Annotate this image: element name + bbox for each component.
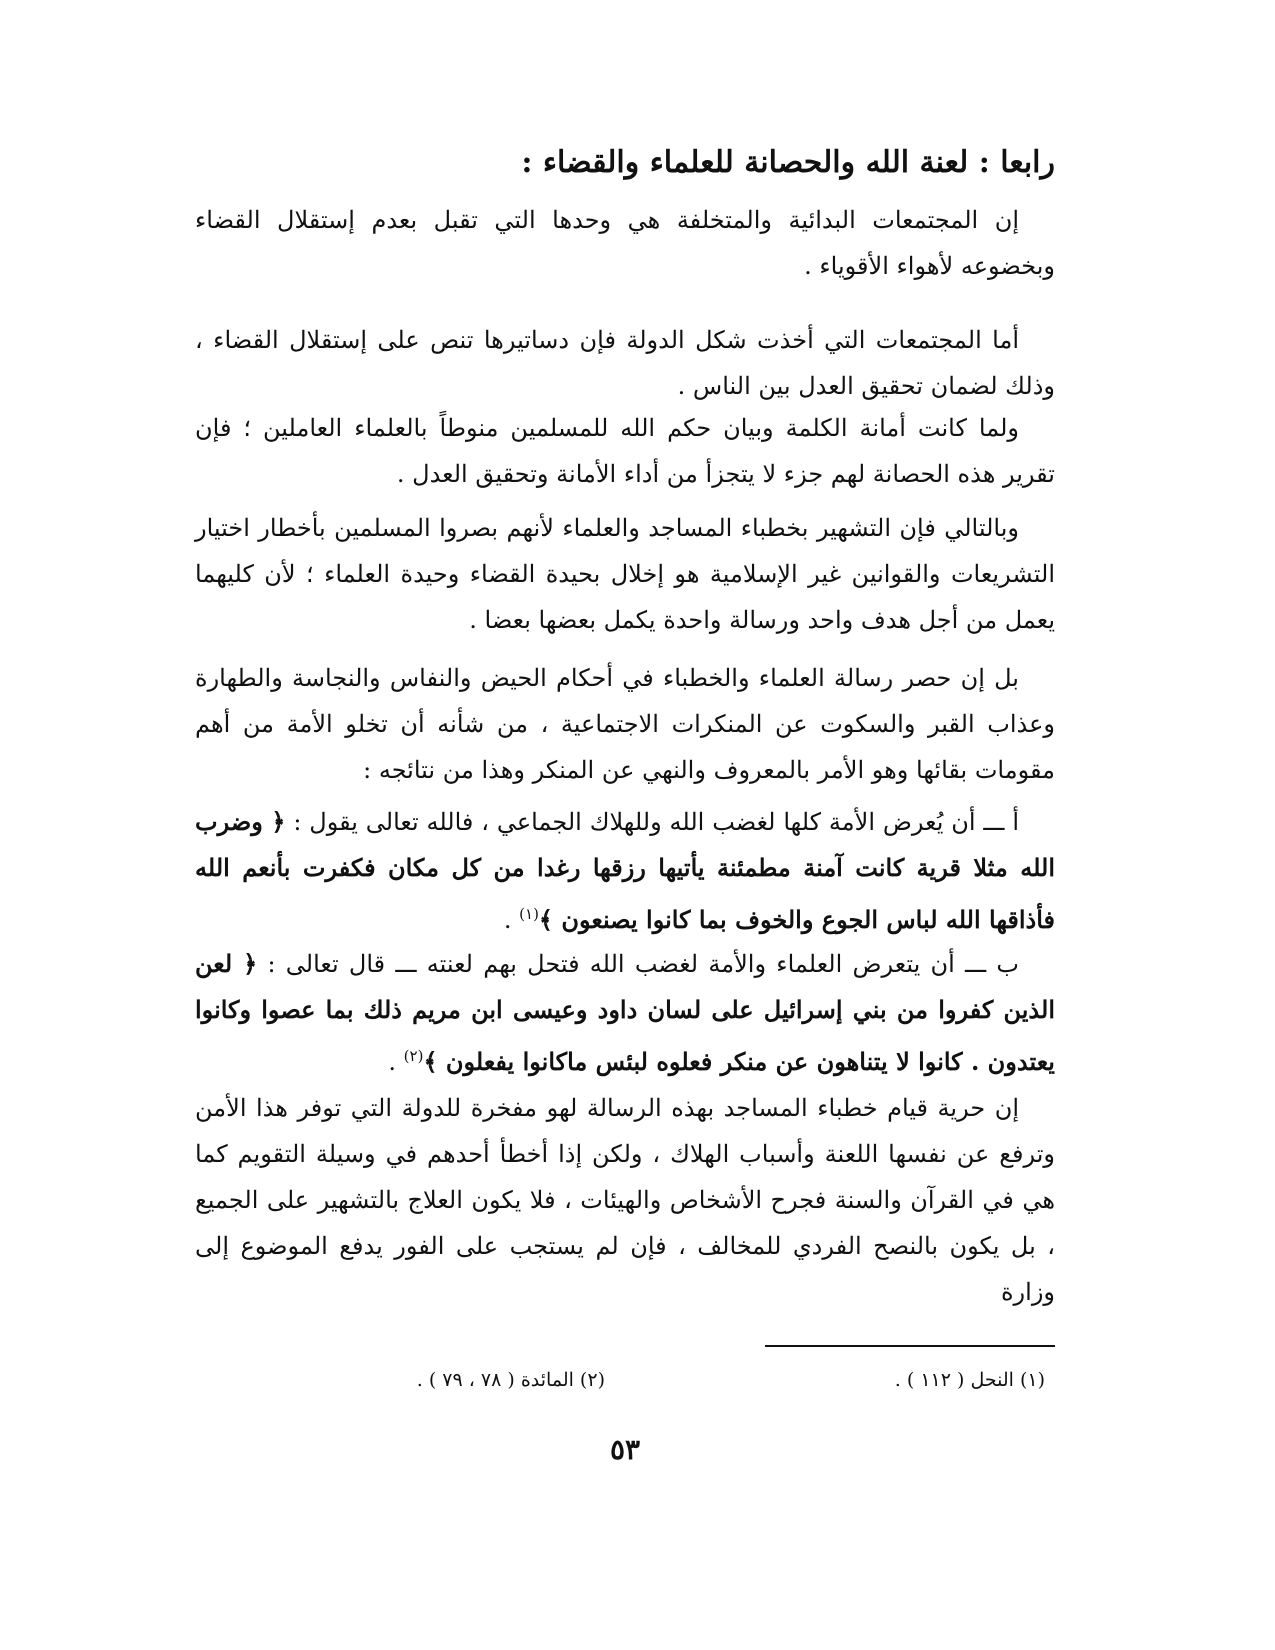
item-a	[195, 799, 1055, 943]
footnote-2: (٢) المائدة ( ٧٨ ، ٧٩ ) .	[416, 1369, 605, 1391]
paragraph-4: وبالتالي فإن التشهير بخطباء المساجد والعلماء لأنهم بصروا المسلمين بأخطار اختيار التشريعات والقوانين غير الإسلامية هو إخلال بحيدة القضاء وحيدة العلماء ؛ لأن كليهما يعمل من أجل هدف واحد ورسالة واحدة يكمل بعضها بعضا .	[195, 514, 1055, 634]
item-a-footnote-ref: (١)	[519, 905, 539, 923]
section-heading: رابعا : لعنة الله والحصانة للعلماء والقضاء :	[521, 145, 1055, 180]
paragraph-1: إن المجتمعات البدائية والمتخلفة هي وحدها التي تقبل بعدم إستقلال القضاء وبخضوعه لأهواء الأقوياء .	[195, 206, 1055, 280]
item-a-verse: ﴿ وضرب الله مثلا قرية كانت آمنة مطمئنة يأتيها رزقها رغدا من كل مكان فكفرت بأنعم الله فأذاقها الله لباس الجوع والخوف بما كانوا يصنعون ﴾	[195, 807, 1055, 934]
document-page	[195, 135, 1055, 1615]
item-b-intro: ب ـــ أن يتعرض العلماء والأمة لغضب الله فتحل بهم لعنته ـــ قال تعالى :	[267, 950, 1019, 978]
paragraph-3: ولما كانت أمانة الكلمة وبيان حكم الله للمسلمين منوطاً بالعلماء العاملين ؛ فإن تقرير هذه الحصانة لهم جزء لا يتجزأ من أداء الأمانة وتحقيق العدل .	[195, 414, 1055, 488]
paragraph-final: إن حرية قيام خطباء المساجد بهذه الرسالة لهو مفخرة للدولة التي توفر هذا الأمن وترفع عن نفسها اللعنة وأسباب الهلاك ، ولكن إذا أخطأ أحدهم في وسيلة التقويم كما هي في القرآن والسنة فجرح الأشخاص والهيئات ، فلا يكون العلاج بالتشهير على الجميع ، بل يكون بالنصح الفردي للمخالف ، فإن لم يستجب على الفور يدفع الموضوع إلى وزارة	[195, 1094, 1055, 1306]
item-b-verse: ﴿ لعن الذين كفروا من بني إسرائيل على لسان داود وعيسى ابن مريم ذلك بما عصوا وكانوا يعتدون . كانوا لا يتناهون عن منكر فعلوه لبئس ماكانوا يفعلون ﴾	[195, 949, 1055, 1076]
item-b	[195, 941, 1055, 1085]
footnote-1: (١) النحل ( ١١٢ ) .	[894, 1369, 1045, 1391]
item-b-end: .	[388, 1048, 404, 1076]
paragraph-2: أما المجتمعات التي أخذت شكل الدولة فإن دساتيرها تنص على إستقلال القضاء ، وذلك لضمان تحقيق العدل بين الناس .	[195, 326, 1055, 400]
item-a-intro: أ ـــ أن يُعرض الأمة كلها لغضب الله وللهلاك الجماعي ، فالله تعالى يقول :	[293, 808, 1019, 836]
page-number: ٥٣	[609, 1433, 641, 1466]
item-b-footnote-ref: (٢)	[403, 1047, 424, 1065]
footnote-divider	[765, 1345, 1055, 1347]
item-a-end: .	[503, 906, 520, 934]
paragraph-5: بل إن حصر رسالة العلماء والخطباء في أحكام الحيض والنفاس والنجاسة والطهارة وعذاب القبر والسكوت عن المنكرات الاجتماعية ، من شأنه أن تخلو الأمة من أهم مقومات بقائها وهو الأمر بالمعروف والنهي عن المنكر وهذا من نتائجه :	[195, 664, 1055, 784]
footnotes	[195, 1360, 1055, 1400]
